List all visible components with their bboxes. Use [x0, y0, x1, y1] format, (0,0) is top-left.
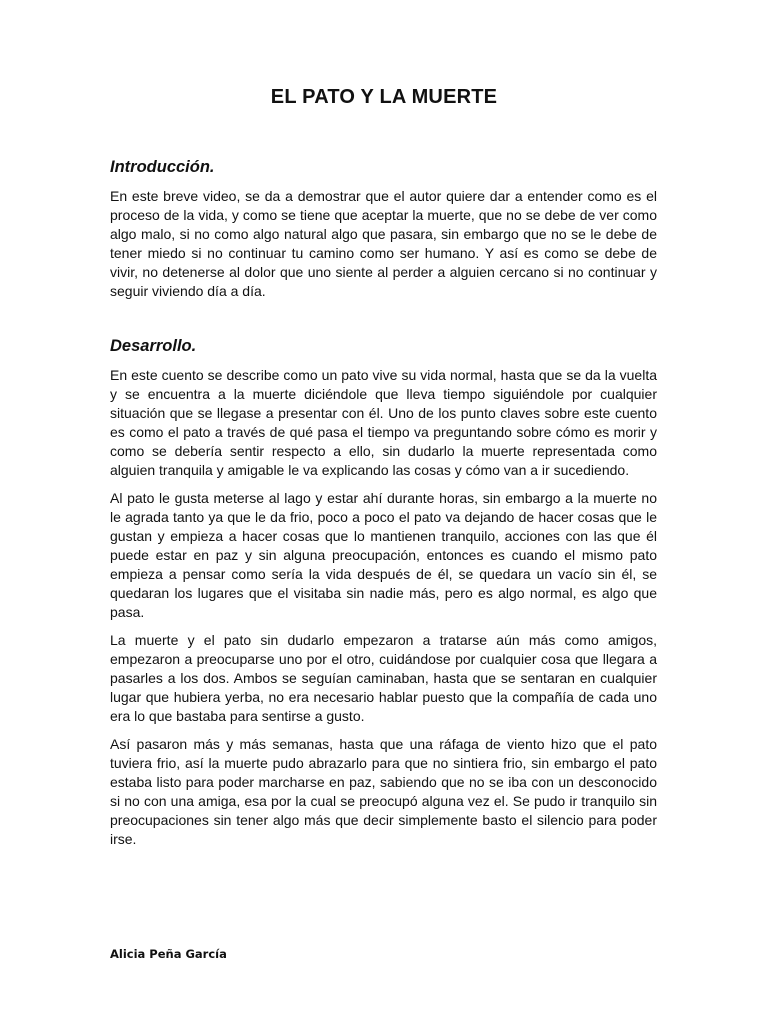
section-heading-desarrollo: Desarrollo. — [110, 337, 197, 355]
paragraph: En este cuento se describe como un pato vive su vida normal, hasta que se da la vuelta y se encuentra a la muerte diciéndole que lleva tiempo siguiéndole por cualquier situación que se llegase a presentar con él. Uno de los punto claves sobre este cuento es como el pato a través de qué pasa el tiempo va preguntando sobre cómo es morir y como se debería sentir respecto a ello, sin dudarlo la muerte representada como alguien tranquila y amigable le va explicando las cosas y cómo van a ir sucediendo. — [110, 367, 657, 478]
document-body — [110, 156, 657, 858]
paragraph: En este breve video, se da a demostrar que el autor quiere dar a entender como es el proceso de la vida, y como se tiene que aceptar la muerte, que no se debe de ver como algo malo, si no como algo natural algo que pasara, sin embargo que no se le debe de tener miedo si no continuar tu camino como ser humano. Y así es como se debe de vivir, no detenerse al dolor que uno siente al perder a alguien cercano si no continuar y seguir viviendo día a día. — [110, 188, 657, 299]
paragraph: Al pato le gusta meterse al lago y estar ahí durante horas, sin embargo a la muerte no le agrada tanto ya que le da frio, poco a poco el pato va dejando de hacer cosas que le gustan y empieza a hacer cosas que lo mantienen tranquilo, acciones con las que él puede estar en paz y sin alguna preocupación, entonces es cuando el mismo pato empieza a pensar como sería la vida después de él, se quedara un vacío sin él, se quedaran los lugares que el visitaba sin nadie más, pero es algo normal, es algo que pasa. — [110, 490, 657, 620]
section-heading-introduction: Introducción. — [110, 158, 215, 176]
paragraph: Así pasaron más y más semanas, hasta que una ráfaga de viento hizo que el pato tuviera frio, así la muerte pudo abrazarlo para que no sintiera frio, sin embargo el pato estaba listo para poder marcharse en paz, sabiendo que no se iba con un desconocido si no con una amiga, esa por la cual se preocupó alguna vez el. Se pudo ir tranquilo sin preocupaciones sin tener algo más que decir simplemente basto el silencio para poder irse. — [110, 736, 657, 847]
paragraph: La muerte y el pato sin dudarlo empezaron a tratarse aún más como amigos, empezaron a preocuparse uno por el otro, cuidándose por cualquier cosa que llegara a pasarles a los dos. Ambos se seguían caminaban, hasta que se sentaran en cualquier lugar que hubiera yerba, no era necesario hablar puesto que la compañía de cada uno era lo que bastaba para sentirse a gusto. — [110, 632, 657, 724]
section-introduction — [110, 156, 657, 301]
section-desarrollo — [110, 335, 657, 849]
footer-author: Alicia Peña García — [110, 947, 227, 961]
document-title: EL PATO Y LA MUERTE — [270, 86, 498, 108]
